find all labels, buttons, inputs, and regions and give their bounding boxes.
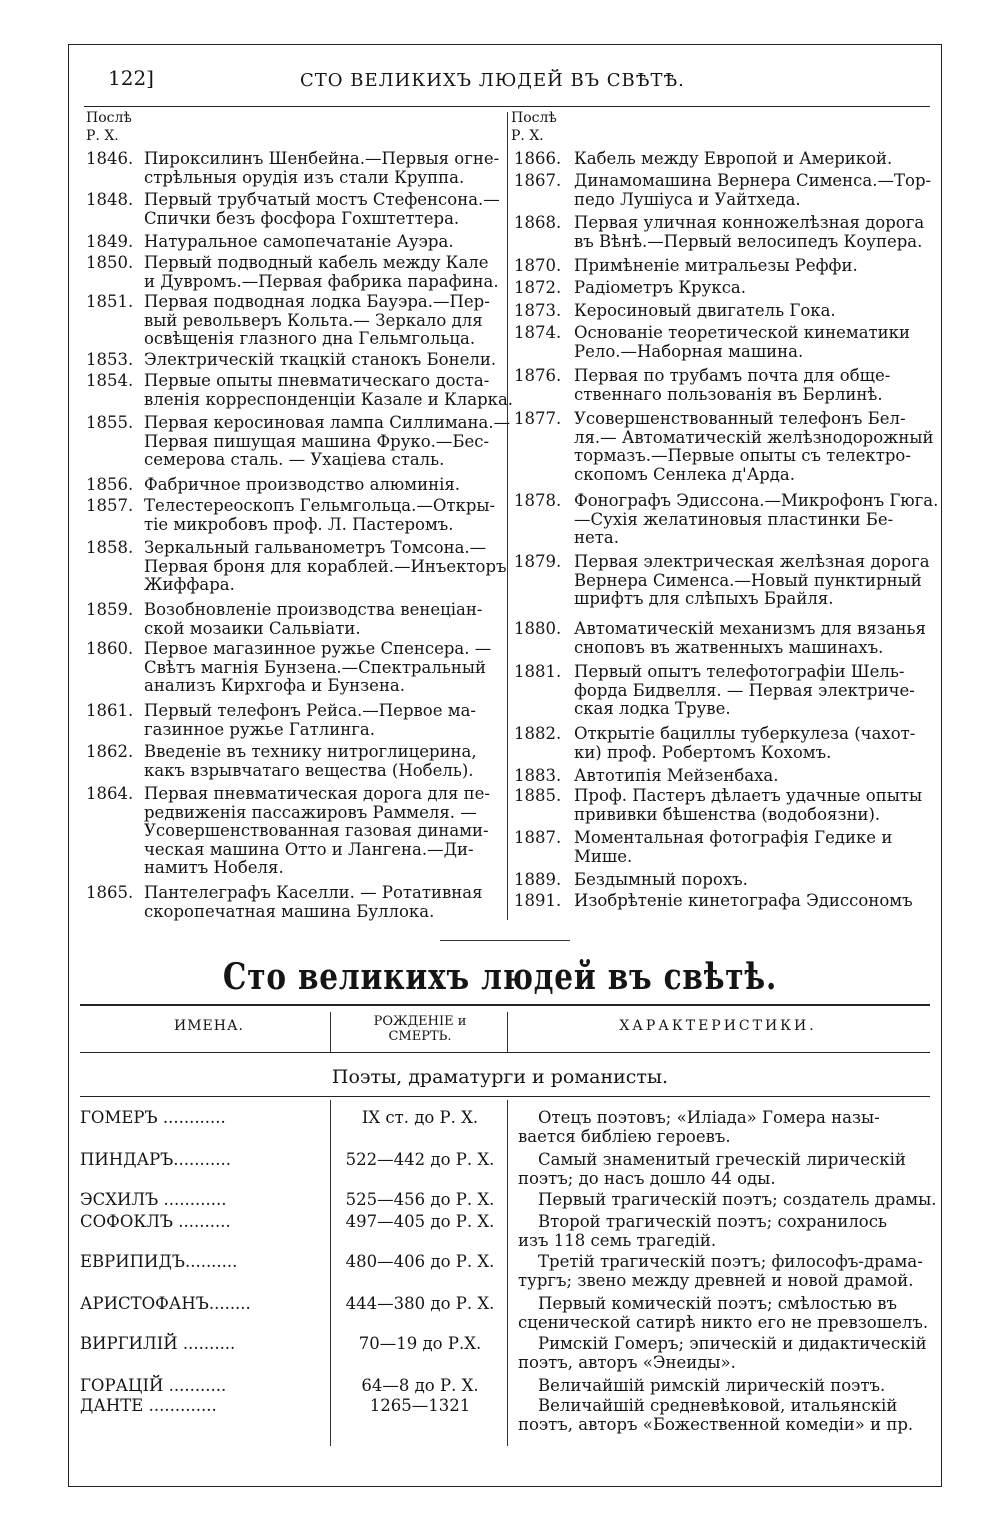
entry-text-line: тіе микробовъ проф. Л. Пастеромъ.: [144, 514, 454, 534]
entry-text-line: ки) проф. Робертомъ Кохомъ.: [574, 742, 832, 762]
entry-text-line: Пироксилинъ Шенбейна.—Первыя огне-: [144, 149, 500, 168]
entry-text-line: сноповъ въ жатвенныхъ машинахъ.: [574, 637, 884, 657]
column-heading-right: Послѣ Р. Х.: [511, 110, 557, 144]
entry-text-line: редвиженія пассажировъ Раммеля. —: [144, 802, 477, 822]
column-divider: [507, 112, 508, 920]
entry-text-line: какъ взрывчатаго вещества (Нобель).: [144, 760, 474, 780]
entry-text-line: Проф. Пастеръ дѣлаетъ удачные опыты: [574, 786, 923, 805]
entry-text-line: Вернера Сименса.—Новый пунктирный: [574, 570, 922, 590]
entry-text-line: Автоматическій механизмъ для вязанья: [574, 619, 926, 638]
entry-text-line: форда Бидвелля. — Первая электриче-: [574, 680, 915, 700]
entry-text-line: Динамомашина Вернера Сименса.—Тор-: [574, 171, 932, 190]
entry-text-line: Примѣненіе митральезы Реффи.: [574, 256, 858, 275]
entry-text-line: Возобновленіе производства венеціан-: [144, 600, 483, 619]
characteristic: [518, 1252, 928, 1290]
entry-text-line: Первый трубчатый мостъ Стефенсона.—: [144, 190, 500, 209]
entry-text-line: Первый телефонъ Рейса.—Первое ма-: [144, 701, 476, 720]
entry-text-line: ля.— Автоматическій желѣзнодорожный: [574, 427, 934, 447]
header-bottom-rule: [80, 1052, 930, 1053]
entry-year: 1854.: [86, 371, 134, 390]
person-name: ЭСХИЛЪ ............: [80, 1190, 227, 1209]
characteristic-line: изъ 118 семь трагедій.: [518, 1231, 717, 1250]
header-rule: [84, 106, 930, 107]
entry-year: 1889.: [514, 870, 562, 889]
entry-text-line: Моментальная фотографія Гедике и: [574, 828, 893, 847]
entry-year: 1864.: [86, 784, 134, 803]
entry-text-line: Первая броня для кораблей.—Инъекторъ: [144, 556, 507, 576]
entry-text-line: педо Лушіуса и Уайтхеда.: [574, 189, 801, 209]
entry-text-line: въ Вѣнѣ.—Первый велосипедъ Коупера.: [574, 231, 923, 251]
birth-death-dates: 64—8 до Р. Х.: [361, 1376, 479, 1395]
entry-year: 1858.: [86, 538, 134, 557]
entry-year: 1857.: [86, 496, 134, 515]
entry-text-line: Первая пишущая машина Фруко.—Бес-: [144, 431, 490, 451]
entry-text-line: Первая по трубамъ почта для обще-: [574, 366, 891, 385]
table-title: Сто великихъ людей въ свѣтѣ.: [222, 956, 778, 998]
entry-text-line: прививки бѣшенства (водобоязни).: [574, 804, 881, 824]
entry-text-line: Бездымный порохъ.: [574, 870, 748, 889]
entry-text-line: Автотипія Мейзенбаха.: [574, 766, 779, 785]
section-rule: [80, 1096, 930, 1097]
entry-year: 1859.: [86, 600, 134, 619]
entry-year: 1860.: [86, 639, 134, 658]
header-divider-2: [507, 1012, 508, 1052]
entry-text-line: Усовершенствованная газовая динами-: [144, 821, 489, 841]
entry-text-line: Радіометръ Крукса.: [574, 278, 747, 297]
entry-text-line: ственнаго пользованія въ Берлинѣ.: [574, 384, 883, 404]
entry-text-line: ская лодка Труве.: [574, 699, 731, 719]
entry-text-line: Жиффара.: [144, 575, 235, 595]
characteristic-line: Римскій Гомеръ; эпическій и дидактическій: [538, 1334, 927, 1353]
entry-text-line: тормазъ.—Первые опыты съ телектро-: [574, 446, 911, 466]
entry-year: 1873.: [514, 301, 562, 320]
entry-year: 1883.: [514, 766, 562, 785]
entry-year: 1882.: [514, 724, 562, 743]
entry-year: 1865.: [86, 883, 134, 902]
entry-text-line: шрифтъ для слѣпыхъ Брайля.: [574, 589, 834, 609]
entry-text-line: семерова сталь. — Ухацiева сталь.: [144, 450, 445, 470]
characteristic: [518, 1376, 928, 1395]
entry-year: 1879.: [514, 552, 562, 571]
header-dates: РОЖДЕНІЕ и СМЕРТЬ.: [373, 1014, 467, 1044]
characteristic-line: Величайшій средневѣковой, итальянскій: [538, 1396, 898, 1415]
characteristic-line: Величайшій римскій лирическій поэтъ.: [538, 1376, 886, 1395]
birth-death-dates: 480—406 до Р. Х.: [345, 1252, 495, 1271]
entry-text-line: Основаніе теоретической кинематики: [574, 323, 910, 342]
characteristic: [518, 1150, 928, 1188]
entry-text-line: освѣщенія глазного дна Гельмгольца.: [144, 329, 476, 349]
characteristic: [518, 1294, 928, 1332]
entry-year: 1876.: [514, 366, 562, 385]
entry-text-line: Введеніе въ технику нитроглицерина,: [144, 742, 477, 761]
entry-text-line: Первые опыты пневматическаго доста-: [144, 371, 490, 390]
entry-text-line: Телестереоскопъ Гельмгольца.—Откры-: [144, 496, 496, 515]
entry-text-line: Спички безъ фосфора Гохштеттера.: [144, 208, 460, 228]
characteristic-line: поэтъ, авторъ «Божественной комедіи» и пр.: [518, 1415, 914, 1434]
running-title: СТО ВЕЛИКИХЪ ЛЮДЕЙ ВЪ СВѢТѢ.: [300, 70, 685, 91]
table-top-rule: [80, 1004, 930, 1006]
column-heading-left: Послѣ Р. Х.: [86, 110, 132, 144]
entry-year: 1891.: [514, 891, 562, 910]
person-name: ДАНТЕ .............: [80, 1396, 217, 1415]
entry-year: 1874.: [514, 323, 562, 342]
entry-year: 1848.: [86, 190, 134, 209]
entry-text-line: Первая подводная лодка Бауэра.—Пер-: [144, 292, 490, 311]
header-names: ИМЕНА.: [173, 1018, 245, 1034]
characteristic-line: поэтъ, авторъ «Энеиды».: [518, 1353, 736, 1372]
characteristic-line: тургъ; звено между древней и новой драмой.: [518, 1271, 914, 1290]
entry-text-line: Фонографъ Эдиссона.—Микрофонъ Гюга.: [574, 491, 939, 510]
entry-text-line: намитъ Нобеля.: [144, 858, 284, 878]
entry-year: 1851.: [86, 292, 134, 311]
birth-death-dates: 525—456 до Р. Х.: [345, 1190, 495, 1209]
characteristic: [518, 1190, 937, 1209]
entry-text-line: Натуральное самопечатаніе Ауэра.: [144, 232, 454, 251]
entry-text-line: вый револьверъ Кольта.— Зеркало для: [144, 310, 483, 330]
entry-text-line: Первая пневматическая дорога для пе-: [144, 784, 491, 803]
header-characteristics: ХАРАКТЕРИСТИКИ.: [619, 1018, 817, 1034]
entry-text-line: Зеркальный гальванометръ Томсона.—: [144, 538, 487, 557]
person-name: ЕВРИПИДЪ..........: [80, 1252, 238, 1271]
birth-death-dates: 522—442 до Р. Х.: [345, 1150, 495, 1169]
entry-year: 1855.: [86, 413, 134, 432]
birth-death-dates: 70—19 до Р.Х.: [358, 1334, 482, 1353]
person-name: ПИНДАРЪ...........: [80, 1150, 231, 1169]
entry-text-line: Первый опытъ телефотографіи Шель-: [574, 662, 905, 681]
birth-death-dates: 497—405 до Р. Х.: [345, 1212, 495, 1231]
characteristic-line: сценической сатирѣ никто его не превзошелъ.: [518, 1313, 929, 1332]
entry-year: 1887.: [514, 828, 562, 847]
entry-text-line: Открытіе бациллы туберкулеза (чахот-: [574, 724, 916, 743]
header-divider-1: [330, 1012, 331, 1052]
entry-text-line: Фабричное производство алюминія.: [144, 475, 461, 494]
entry-year: 1856.: [86, 475, 134, 494]
entry-year: 1868.: [514, 213, 562, 232]
characteristic-line: Отецъ поэтовъ; «Иліада» Гомера назы-: [538, 1108, 880, 1127]
entry-year: 1862.: [86, 742, 134, 761]
person-name: ВИРГИЛІЙ ..........: [80, 1334, 236, 1353]
characteristic-line: поэтъ; до насъ дошло 44 оды.: [518, 1169, 776, 1188]
entry-year: 1878.: [514, 491, 562, 510]
body-divider-1: [330, 1100, 331, 1446]
page-number: 122]: [108, 66, 154, 90]
birth-death-dates: 444—380 до Р. Х.: [345, 1294, 495, 1313]
entry-year: 1866.: [514, 149, 562, 168]
entry-year: 1881.: [514, 662, 562, 681]
entry-text-line: Кабель между Европой и Америкой.: [574, 149, 893, 168]
characteristic: [518, 1212, 928, 1250]
entry-year: 1861.: [86, 701, 134, 720]
entry-text-line: газинное ружье Гатлинга.: [144, 719, 375, 739]
entry-year: 1867.: [514, 171, 562, 190]
entry-year: 1880.: [514, 619, 562, 638]
entry-text-line: Пантелеграфъ Каселли. — Ротативная: [144, 883, 483, 902]
birth-death-dates: IX ст. до Р. Х.: [361, 1108, 479, 1127]
entry-text-line: скоропечатная машина Буллока.: [144, 901, 435, 921]
entry-text-line: стрѣльныя орудія изъ стали Круппа.: [144, 167, 465, 187]
entry-text-line: Керосиновый двигатель Гока.: [574, 301, 836, 320]
characteristic-line: Самый знаменитый греческій лирическій: [538, 1150, 906, 1169]
entry-text-line: Первое магазинное ружье Спенсера. —: [144, 639, 492, 658]
entry-text-line: Первый подводный кабель между Кале: [144, 253, 489, 272]
entry-year: 1849.: [86, 232, 134, 251]
entry-text-line: Первая керосиновая лампа Силлимана.—: [144, 413, 511, 432]
characteristic-line: Второй трагическій поэтъ; сохранилось: [538, 1212, 887, 1231]
decorative-rule: [440, 940, 570, 941]
section-title: Поэты, драматурги и романисты.: [331, 1066, 669, 1088]
entry-text-line: ческая машина Отто и Лангена.—Ди-: [144, 839, 474, 859]
characteristic: [518, 1334, 928, 1372]
entry-year: 1885.: [514, 786, 562, 805]
characteristic-line: Первый комическій поэтъ; смѣлостью въ: [538, 1294, 897, 1313]
entry-text-line: вленія корреспонденціи Казале и Кларка.: [144, 389, 514, 409]
entry-year: 1846.: [86, 149, 134, 168]
body-divider-2: [507, 1100, 508, 1446]
person-name: ГОМЕРЪ ............: [80, 1108, 226, 1127]
characteristic: [518, 1396, 928, 1434]
entry-text-line: Рело.—Наборная машина.: [574, 341, 804, 361]
person-name: ГОРАЦІЙ ...........: [80, 1376, 227, 1395]
entry-text-line: и Дувромъ.—Первая фабрика парафина.: [144, 271, 499, 291]
entry-text-line: —Сухія желатиновыя пластинки Бе-: [574, 509, 894, 529]
entry-text-line: анализъ Кирхгофа и Бунзена.: [144, 676, 406, 696]
entry-text-line: Первая уличная конножелѣзная дорога: [574, 213, 925, 232]
characteristic-line: Первый трагическій поэтъ; создатель драмы.: [538, 1190, 937, 1209]
characteristic-line: Третій трагическій поэтъ; философъ-драма-: [538, 1252, 923, 1271]
characteristic: [518, 1108, 928, 1146]
entry-text-line: Свѣтъ магнія Бунзена.—Спектральный: [144, 657, 486, 677]
entry-text-line: нета.: [574, 528, 619, 548]
characteristic-line: вается библіею героевъ.: [518, 1127, 731, 1146]
entry-year: 1853.: [86, 350, 134, 369]
entry-text-line: Изобрѣтеніе кинетографа Эдиссономъ: [574, 891, 913, 910]
entry-year: 1870.: [514, 256, 562, 275]
entry-text-line: ской мозаики Сальвіати.: [144, 618, 361, 638]
person-name: СОФОКЛЪ ..........: [80, 1212, 231, 1231]
entry-year: 1877.: [514, 409, 562, 428]
entry-text-line: Первая электрическая желѣзная дорога: [574, 552, 930, 571]
entry-text-line: Усовершенствованный телефонъ Бел-: [574, 409, 906, 428]
entry-text-line: Мише.: [574, 846, 633, 866]
entry-year: 1850.: [86, 253, 134, 272]
entry-text-line: скопомъ Сенлека д'Арда.: [574, 464, 796, 484]
entry-text-line: Электрическій ткацкій станокъ Бонели.: [144, 350, 497, 369]
birth-death-dates: 1265—1321: [369, 1396, 471, 1415]
entry-year: 1872.: [514, 278, 562, 297]
person-name: АРИСТОФАНЪ........: [80, 1294, 251, 1313]
